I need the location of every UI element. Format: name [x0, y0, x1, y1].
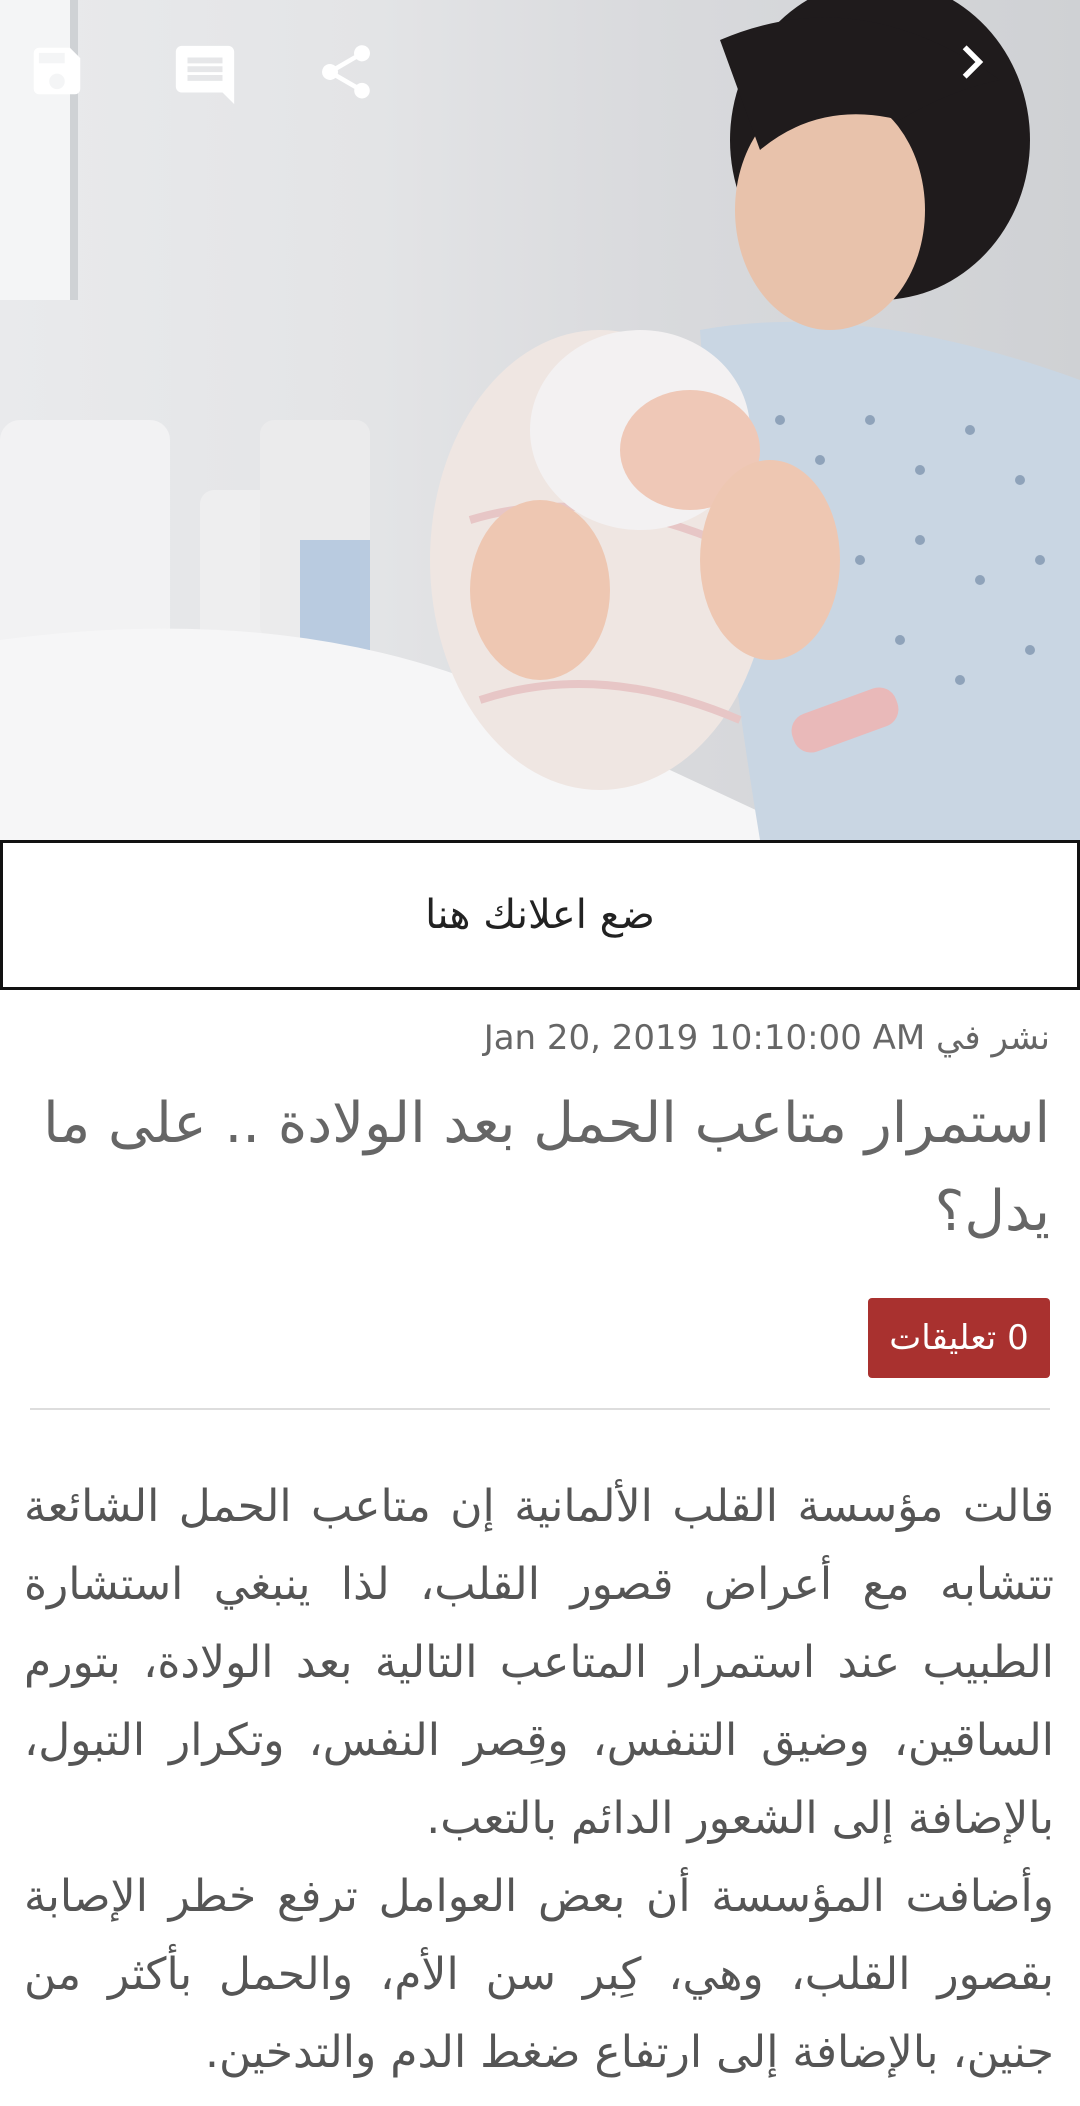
next-article-button[interactable]	[950, 40, 1040, 130]
chevron-right-icon	[950, 40, 994, 84]
comments-count-label: 0 تعليقات	[889, 1318, 1029, 1358]
article-hero-image	[0, 0, 1080, 840]
save-button[interactable]	[26, 40, 116, 130]
article-paragraph: قالت مؤسسة القلب الألمانية إن متاعب الحمل الشائعة تتشابه مع أعراض قصور القلب، لذا ينبغي استشارة الطبيب عند استمرار المتاعب التالية بعد الولادة، بتورم الساقين، وضيق التنفس، وقِصر النفس، وتكرار التبول، بالإضافة إلى الشعور الدائم بالتعب.	[24, 1481, 1054, 1844]
article-title: استمرار متاعب الحمل بعد الولادة .. على ما يدل؟	[43, 1091, 1050, 1244]
divider	[30, 1408, 1050, 1410]
article-body	[24, 1468, 1054, 2092]
save-icon	[26, 40, 88, 102]
ad-banner[interactable]	[0, 840, 1080, 990]
article-paragraph: وأضافت المؤسسة أن بعض العوامل ترفع خطر الإصابة بقصور القلب، وهي، كِبر سن الأم، والحمل بأكثر من جنين، بالإضافة إلى ارتفاع ضغط الدم والتدخين.	[24, 1871, 1054, 2078]
share-icon	[314, 40, 378, 104]
publish-date: نشر في Jan 20, 2019 10:10:00 AM	[483, 1018, 1050, 1058]
comments-icon-button[interactable]	[170, 40, 260, 130]
mother-baby-photo	[0, 0, 1080, 840]
ad-banner-text: ضع اعلانك هنا	[425, 892, 655, 938]
comment-icon	[170, 40, 240, 110]
share-button[interactable]	[314, 40, 404, 130]
comments-count-button[interactable]	[868, 1298, 1050, 1378]
